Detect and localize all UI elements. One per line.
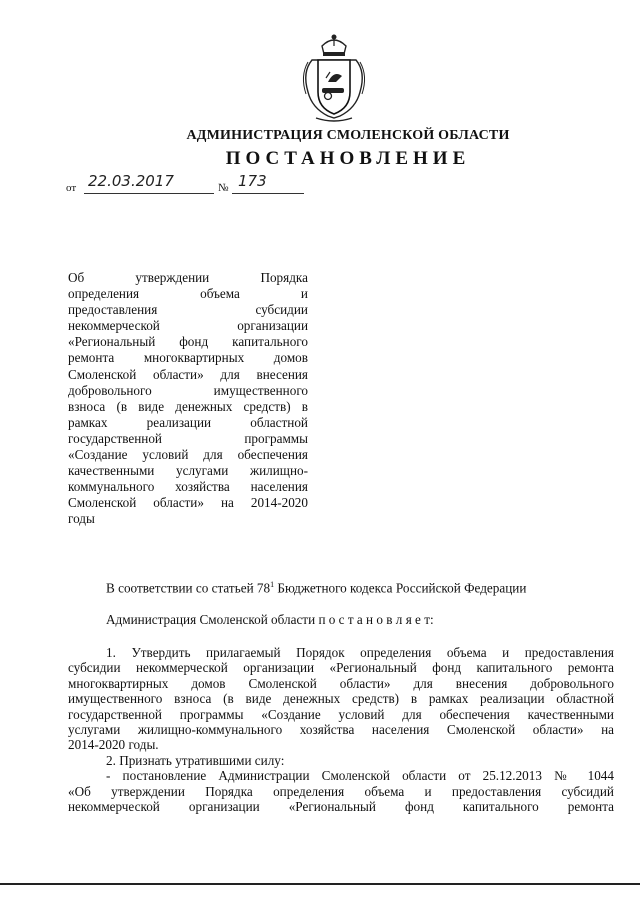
body-line: многоквартирных домов Смоленской области» для внесения добровольного [68, 675, 614, 691]
page-bottom-rule [0, 883, 640, 885]
body-line: - постановление Администрации Смоленской области от 25.12.2013 № 1044 [106, 768, 614, 784]
document-type: ПОСТАНОВЛЕНИЕ [225, 148, 471, 169]
number-underline [232, 193, 304, 194]
subject-line: ремонта многоквартирных домов [68, 350, 308, 366]
coat-of-arms-icon [298, 32, 370, 124]
number-prefix: № [218, 182, 229, 194]
resolve-spaced: п о с т а н о в л я е т: [318, 612, 434, 627]
subject-line: добровольного имущественного [68, 382, 308, 398]
subject-line: «Создание условий для обеспечения [68, 447, 308, 463]
subject-line: качественными услугами жилищно- [68, 463, 308, 479]
date-value: 22.03.2017 [88, 172, 174, 190]
preamble [106, 580, 526, 596]
subject-line: государственной программы [68, 430, 308, 446]
subject-line: «Региональный фонд капитального [68, 334, 308, 350]
body-line: «Об утверждении Порядка определения объема и предоставления субсидий [68, 783, 614, 799]
number-value: 173 [238, 172, 267, 190]
body-line: 1. Утвердить прилагаемый Порядок определения объема и предоставления [106, 645, 614, 660]
body-line: 2. Признать утратившими силу: [106, 752, 285, 768]
subject-line: годы [68, 511, 95, 527]
body-line: имущественного взноса (в виде денежных средств) в рамках реализации областной [68, 691, 614, 707]
subject-line: определения объема и [68, 286, 308, 302]
body-line: 2014-2020 годы. [68, 737, 159, 753]
subject-line: коммунального хозяйства населения [68, 479, 308, 495]
body-line: некоммерческой организации «Региональный фонд капитального ремонта [68, 799, 614, 815]
organization-title: АДМИНИСТРАЦИЯ СМОЛЕНСКОЙ ОБЛАСТИ [186, 128, 510, 143]
subject-line: Смоленской области» на 2014-2020 [68, 495, 308, 511]
subject-line: взноса (в виде денежных средств) в [68, 398, 308, 414]
subject-line: предоставления субсидии [68, 302, 308, 318]
subject-line: рамках реализации областной [68, 414, 308, 430]
preamble-text-end: Бюджетного кодекса Российской Федерации [274, 580, 527, 596]
preamble-text: В соответствии со статьей 78 [106, 580, 271, 596]
article-superscript: 1 [270, 580, 275, 589]
subject-line: некоммерческой организации [68, 318, 308, 334]
subject-line: Смоленской области» для внесения [68, 366, 308, 382]
date-underline [84, 193, 214, 194]
date-prefix: от [66, 182, 77, 194]
body-line: услугами жилищно-коммунального хозяйства населения Смоленской области» на [68, 722, 614, 738]
resolve-line [106, 612, 434, 628]
document-body [68, 645, 614, 814]
body-line: государственной программы «Создание условий для обеспечения качественными [68, 706, 614, 722]
document-subject [68, 270, 308, 528]
resolve-text: Администрация Смоленской области [106, 612, 319, 627]
subject-line: Об утверждении Порядка [68, 270, 308, 285]
body-line: субсидии некоммерческой организации «Региональный фонд капитального ремонта [68, 660, 614, 676]
